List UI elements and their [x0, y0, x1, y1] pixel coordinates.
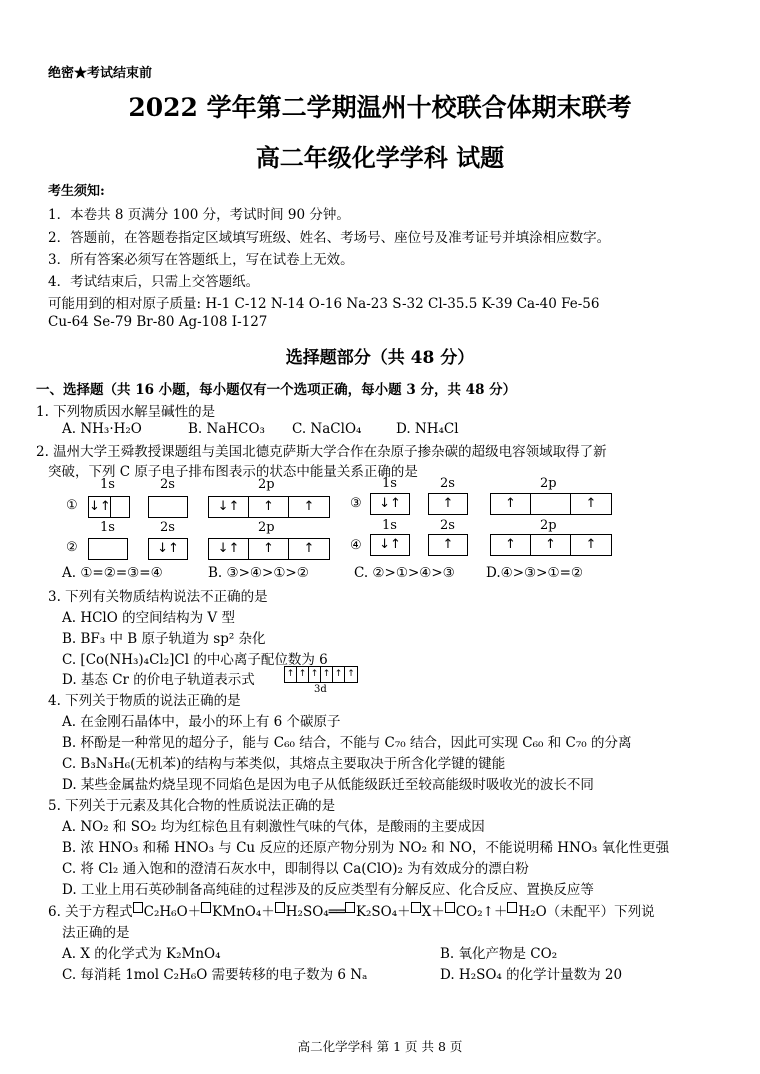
- q1-option-b: B. NaHCO₃: [188, 421, 265, 437]
- blank-coefficient-box: [411, 902, 421, 913]
- orbital-cell: ↑: [442, 537, 454, 552]
- marker-1: ①: [66, 498, 78, 513]
- label-1s: 1s: [382, 476, 397, 491]
- orbital-2s-config-3: [428, 493, 468, 515]
- notice-heading: 考生须知:: [48, 184, 105, 199]
- q6-option-b: B. 氧化产物是 CO₂: [440, 946, 558, 962]
- q2-option-c: C. ②>①>④>③: [354, 565, 455, 581]
- blank-coefficient-box: [345, 902, 355, 913]
- q6-term: K₂SO₄＋: [355, 904, 411, 920]
- q2-stem-line-2: 突破，下列 C 原子电子排布图表示的状态中能量关系正确的是: [48, 464, 418, 480]
- q6-option-c: C. 每消耗 1mol C₂H₆O 需要转移的电子数为 6 Nₐ: [62, 967, 368, 983]
- marker-4: ④: [350, 538, 362, 553]
- q3-option-b: B. BF₃ 中 B 原子轨道为 sp² 杂化: [62, 631, 266, 647]
- orbital-2s-config-1: [148, 496, 188, 518]
- label-2p: 2p: [540, 476, 557, 491]
- q2-option-d: D.④>③>①=②: [486, 565, 583, 581]
- q2-option-a: A. ①=②=③=④: [62, 565, 163, 581]
- label-2s: 2s: [440, 518, 455, 533]
- notice-item-1: 1．本卷共 8 页满分 100 分，考试时间 90 分钟。: [48, 207, 350, 223]
- orbital-cell: ↑: [491, 494, 531, 514]
- confidential-mark: 绝密★考试结束前: [48, 66, 153, 81]
- q3-option-d: D. 基态 Cr 的价电子轨道表示式: [62, 672, 255, 688]
- q6-option-d: D. H₂SO₄ 的化学计量数为 20: [440, 967, 623, 983]
- notice-item-2: 2．答题前，在答题卷指定区域填写班级、姓名、考场号、座位号及准考证号并填涂相应数字。: [48, 230, 611, 246]
- q6-stem-line-2: 法正确的是: [62, 925, 130, 941]
- q5-option-b: B. 浓 HNO₃ 和稀 HNO₃ 与 Cu 反应的还原产物分别为 NO₂ 和 NO，不能说明稀 HNO₃ 氧化性更强: [62, 840, 670, 856]
- orbital-2s-config-4: [428, 534, 468, 556]
- q4-option-b: B. 杯酚是一种常见的超分子，能与 C₆₀ 结合，不能与 C₇₀ 结合，因此可实现 C₆₀ 和 C₇₀ 的分离: [62, 735, 632, 751]
- cr-3d-orbital-box: [284, 666, 358, 683]
- orbital-1s-config-3: [370, 493, 410, 515]
- orbital-cell: ↑: [347, 669, 355, 679]
- orbital-cell: ↑: [285, 667, 297, 682]
- q4-option-d: D. 某些金属盐灼烧呈现不同焰色是因为电子从低能级跃迁至较高能级时吸收光的波长不同: [62, 777, 594, 793]
- blank-coefficient-box: [201, 902, 211, 913]
- atomic-masses-line-1: 可能用到的相对原子质量: H-1 C-12 N-14 O-16 Na-23 S-32 Cl-35.5 K-39 Ca-40 Fe-56: [48, 296, 600, 312]
- label-2s: 2s: [440, 476, 455, 491]
- q2-stem-line-1: 2. 温州大学王舜教授课题组与美国北德克萨斯大学合作在杂原子掺杂碳的超级电容领域取得了新: [36, 444, 607, 460]
- orbital-cell: ↑: [309, 667, 321, 682]
- q4-option-c: C. B₃N₃H₆(无机苯)的结构与苯类似，其熔点主要取决于所含化学键的键能: [62, 756, 506, 772]
- notice-item-3: 3．所有答案必须写在答题纸上，写在试卷上无效。: [48, 252, 354, 268]
- exam-subtitle: 高二年级化学学科 试题: [255, 143, 505, 172]
- orbital-2p-config-4: [490, 534, 612, 556]
- blank-coefficient-box: [445, 902, 455, 913]
- orbital-cell: ↑: [491, 535, 531, 555]
- orbital-cell: ↑: [585, 537, 597, 552]
- q1-option-d: D. NH₄Cl: [396, 421, 459, 437]
- orbital-1s-config-4: [370, 534, 410, 556]
- orbital-cell: ↑: [333, 667, 345, 682]
- orbital-cell: ↓↑: [209, 497, 249, 517]
- q3-option-c: C. [Co(NH₃)₄Cl₂]Cl 的中心离子配位数为 6: [62, 652, 328, 668]
- label-2s: 2s: [160, 520, 175, 535]
- orbital-cell: ↑: [297, 667, 309, 682]
- q1-stem: 1. 下列物质因水解呈碱性的是: [36, 404, 216, 420]
- q2-option-b: B. ③>④>①>②: [208, 565, 309, 581]
- orbital-cell: ↓↑: [89, 497, 111, 517]
- orbital-1s-config-1: [88, 496, 130, 518]
- q6-term: C₂H₆O＋: [143, 904, 202, 920]
- marker-3: ③: [350, 496, 362, 511]
- orbital-cell: ↓↑: [157, 541, 179, 556]
- q6-term: CO₂↑＋: [455, 904, 508, 920]
- orbital-2p-config-2: [208, 538, 330, 560]
- orbital-cell: ↑: [249, 539, 289, 559]
- q5-stem: 5. 下列关于元素及其化合物的性质说法正确的是: [48, 798, 336, 814]
- q4-stem: 4. 下列关于物质的说法正确的是: [48, 693, 241, 709]
- blank-coefficient-box: [507, 902, 517, 913]
- orbital-1s-config-2: [88, 538, 128, 560]
- orbital-cell: ↓↑: [379, 537, 401, 552]
- label-2p: 2p: [258, 477, 275, 492]
- q6-term: X＋: [421, 904, 445, 920]
- orbital-cell: [111, 497, 129, 517]
- q6-term: KMnO₄＋: [212, 904, 275, 920]
- atomic-masses-line-2: Cu-64 Se-79 Br-80 Ag-108 I-127: [48, 314, 268, 330]
- q5-option-a: A. NO₂ 和 SO₂ 均为红棕色且有刺激性气味的气体，是酸雨的主要成因: [62, 819, 485, 835]
- label-2s: 2s: [160, 477, 175, 492]
- label-1s: 1s: [382, 518, 397, 533]
- orbital-cell: ↑: [303, 541, 315, 556]
- notice-item-4: 4．考试结束后，只需上交答题纸。: [48, 274, 260, 290]
- section-instruction: 一、选择题（共 16 小题，每小题仅有一个选项正确，每小题 3 分，共 48 分）: [36, 382, 517, 398]
- orbital-cell: ↓↑: [379, 496, 401, 511]
- q6-term: H₂SO₄══: [285, 904, 345, 920]
- label-2p: 2p: [540, 518, 557, 533]
- blank-coefficient-box: [133, 902, 143, 913]
- blank-coefficient-box: [275, 902, 285, 913]
- orbital-cell: [89, 539, 127, 559]
- q5-option-c: C. 将 Cl₂ 通入饱和的澄清石灰水中，即制得以 Ca(ClO)₂ 为有效成分的漂白粉: [62, 861, 529, 877]
- q6-stem-line-1: [48, 900, 655, 920]
- q1-option-a: A. NH₃·H₂O: [62, 421, 142, 437]
- orbital-2s-config-2: [148, 538, 188, 560]
- orbital-cell: ↑: [442, 496, 454, 511]
- orbital-cell: ↑: [531, 535, 571, 555]
- label-1s: 1s: [100, 477, 115, 492]
- q6-term: H₂O（未配平）下列说: [518, 904, 655, 920]
- orbital-2p-config-1: [208, 496, 330, 518]
- q3-stem: 3. 下列有关物质结构说法不正确的是: [48, 589, 268, 605]
- section-title: 选择题部分（共 48 分）: [285, 348, 475, 368]
- exam-title: 2022 学年第二学期温州十校联合体期末联考: [128, 93, 632, 122]
- orbital-2p-config-3: [490, 493, 612, 515]
- orbital-cell: ↑: [321, 667, 333, 682]
- label-1s: 1s: [100, 520, 115, 535]
- q6-stem-prefix: 6. 关于方程式: [48, 904, 133, 920]
- page-footer: 高二化学学科 第 1 页 共 8 页: [297, 1039, 463, 1054]
- q6-option-a: A. X 的化学式为 K₂MnO₄: [62, 946, 221, 962]
- orbital-cell: [531, 494, 571, 514]
- q3-option-a: A. HClO 的空间结构为 V 型: [62, 610, 235, 626]
- cr-3d-label: 3d: [314, 684, 327, 695]
- orbital-cell: ↓↑: [209, 539, 249, 559]
- orbital-cell: ↑: [249, 497, 289, 517]
- marker-2: ②: [66, 540, 78, 555]
- q4-option-a: A. 在金刚石晶体中，最小的环上有 6 个碳原子: [62, 714, 341, 730]
- label-2p: 2p: [258, 520, 275, 535]
- q1-option-c: C. NaClO₄: [292, 421, 362, 437]
- orbital-cell: ↑: [585, 496, 597, 511]
- orbital-cell: [149, 497, 187, 517]
- q5-option-d: D. 工业上用石英砂制备高纯硅的过程涉及的反应类型有分解反应、化合反应、置换反应等: [62, 882, 594, 898]
- orbital-cell: ↑: [303, 499, 315, 514]
